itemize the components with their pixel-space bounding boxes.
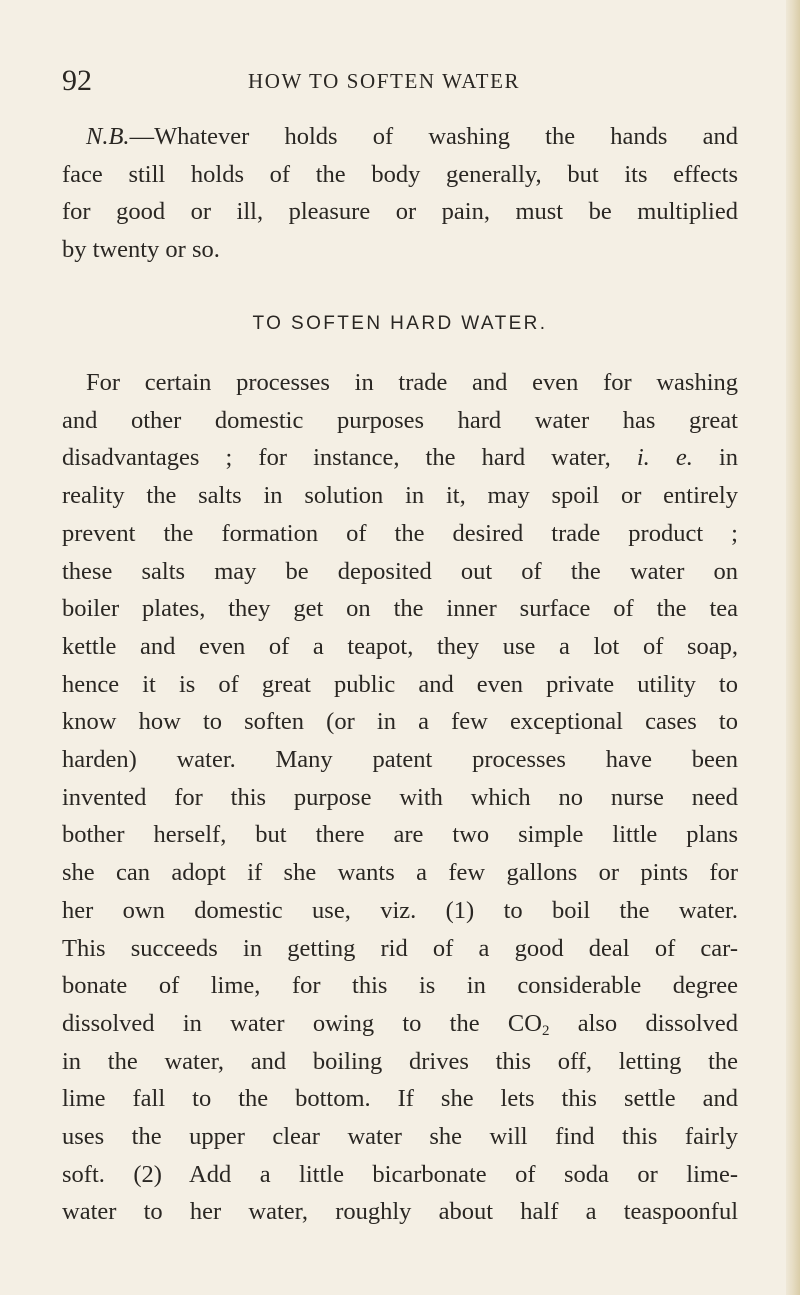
nb-paragraph — [62, 118, 738, 269]
co2-subscript: 2 — [541, 1022, 550, 1039]
text-line: This succeeds in getting rid of a good deal of car- — [62, 934, 738, 962]
nb-label: N.B. — [86, 123, 130, 150]
text-line: and other domestic purposes hard water has great — [62, 406, 738, 434]
text-line: lime fall to the bottom. If she lets this settle and — [62, 1085, 738, 1113]
text-line — [62, 1005, 738, 1043]
text-fragment: disadvantages ; for instance, the hard water, — [62, 444, 637, 472]
text-line: her own domestic use, viz. (1) to boil the water. — [62, 896, 738, 924]
text-line: bother herself, but there are two simple little plans — [62, 821, 738, 849]
text-line: For certain processes in trade and even for washing — [86, 369, 738, 396]
running-head-title: HOW TO SOFTEN WATER — [248, 69, 521, 93]
text-line: soft. (2) Add a little bicarbonate of soda or lime- — [62, 1160, 738, 1188]
text-line: bonate of lime, for this is in considerable degree — [62, 972, 738, 1000]
text-fragment: dissolved in water owing to the CO — [62, 1009, 542, 1037]
text-line: hence it is of great public and even private utility to — [62, 670, 738, 698]
text-line: uses the upper clear water she will find this fairly — [62, 1123, 738, 1151]
text-fragment: in — [692, 444, 739, 472]
text-line: water to her water, roughly about half a teaspoonful — [62, 1198, 738, 1226]
page-number: 92 — [62, 64, 92, 97]
text-line: reality the salts in solution in it, may spoil or entirely — [62, 482, 738, 510]
text-line: by twenty or so. — [62, 236, 220, 264]
page-edge — [786, 0, 800, 1295]
text-line: invented for this purpose with which no nurse need — [62, 783, 738, 811]
text-line: for good or ill, pleasure or pain, must be multiplied — [62, 198, 738, 226]
running-head — [62, 64, 662, 98]
text-line: these salts may be deposited out of the water on — [62, 557, 738, 585]
text-line: she can adopt if she wants a few gallons or pints for — [62, 859, 738, 887]
text-line: harden) water. Many patent processes have been — [62, 746, 738, 774]
ie-abbreviation: i. e. — [636, 444, 693, 472]
text-line: in the water, and boiling drives this off, letting the — [62, 1047, 738, 1075]
text-line-content: —Whatever holds of washing the hands and — [129, 123, 738, 150]
text-line: know how to soften (or in a few exceptional cases to — [62, 708, 738, 736]
text-line — [62, 118, 738, 156]
text-fragment: also dissolved — [549, 1009, 739, 1037]
text-line: kettle and even of a teapot, they use a lot of soap, — [62, 632, 738, 660]
text-line: prevent the formation of the desired trade product ; — [62, 519, 738, 547]
text-line: face still holds of the body generally, but its effects — [62, 160, 738, 188]
text-line — [62, 439, 738, 477]
main-paragraph — [62, 364, 738, 1231]
text-line: boiler plates, they get on the inner surface of the tea — [62, 595, 738, 623]
section-heading: TO SOFTEN HARD WATER. — [252, 313, 548, 334]
